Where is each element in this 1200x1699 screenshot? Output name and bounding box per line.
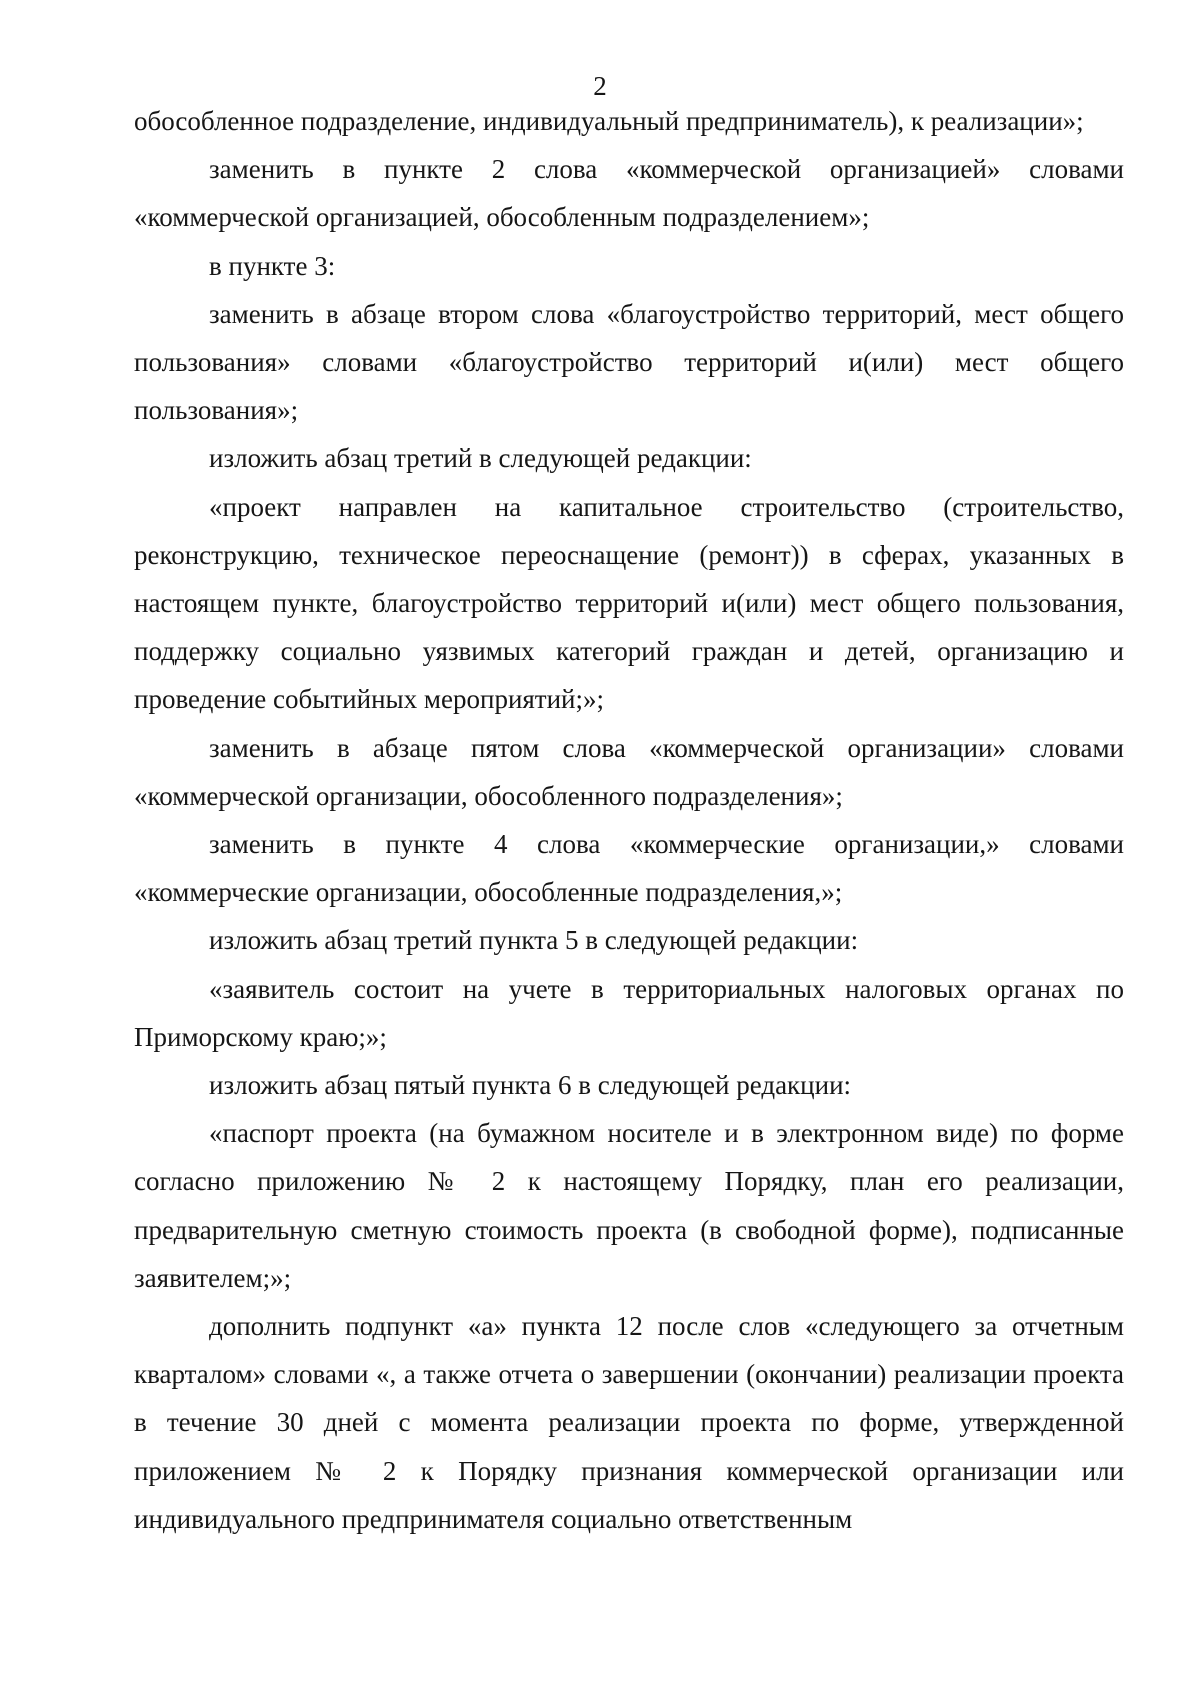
page-number: 2 <box>593 71 607 101</box>
paragraph: дополнить подпункт «а» пункта 12 после слов «следующего за отчетным кварталом» словами «, а также отчета о завершении (окончании) реализации проекта в течение 30 дней с момента реализации проекта по форме, утвержденной приложением № 2 к Порядку признания коммерческой организации или индивидуального предпринимателя социально ответственным <box>134 1311 1124 1534</box>
paragraph: «заявитель состоит на учете в территориальных налоговых органах по Приморскому краю;»; <box>134 973 1124 1052</box>
paragraph: изложить абзац пятый пункта 6 в следующей редакции: <box>209 1070 852 1101</box>
paragraph: изложить абзац третий пункта 5 в следующей редакции: <box>209 925 859 956</box>
paragraph: «паспорт проекта (на бумажном носителе и в электронном виде) по форме согласно приложению № 2 к настоящему Порядку, план его реализации, предварительную сметную стоимость проекта (в свободной форме), подписанные заявителем;»; <box>134 1118 1124 1293</box>
paragraph: заменить в пункте 4 слова «коммерческие организации,» словами «коммерческие организации, обособленные подразделения,»; <box>134 829 1124 908</box>
paragraph: заменить в пункте 2 слова «коммерческой организацией» словами «коммерческой организацией, обособленным подразделением»; <box>134 154 1124 233</box>
paragraph: в пункте 3: <box>209 250 336 281</box>
paragraph: изложить абзац третий в следующей редакции: <box>209 443 752 474</box>
paragraph: заменить в абзаце втором слова «благоустройство территорий, мест общего пользования» словами «благоустройство территорий и(или) мест общего пользования»; <box>134 298 1124 426</box>
paragraph: обособленное подразделение, индивидуальный предприниматель), к реализации»; <box>134 106 1084 136</box>
paragraph: заменить в абзаце пятом слова «коммерческой организации» словами «коммерческой организации, обособленного подразделения»; <box>134 732 1124 811</box>
document-body <box>134 97 1124 1543</box>
paragraph: «проект направлен на капитальное строительство (строительство, реконструкцию, техническое переоснащение (ремонт)) в сферах, указанных в настоящем пункте, благоустройство территорий и(или) мест общего пользования, поддержку социально уязвимых категорий граждан и детей, организацию и проведение событийных мероприятий;»; <box>134 491 1124 715</box>
